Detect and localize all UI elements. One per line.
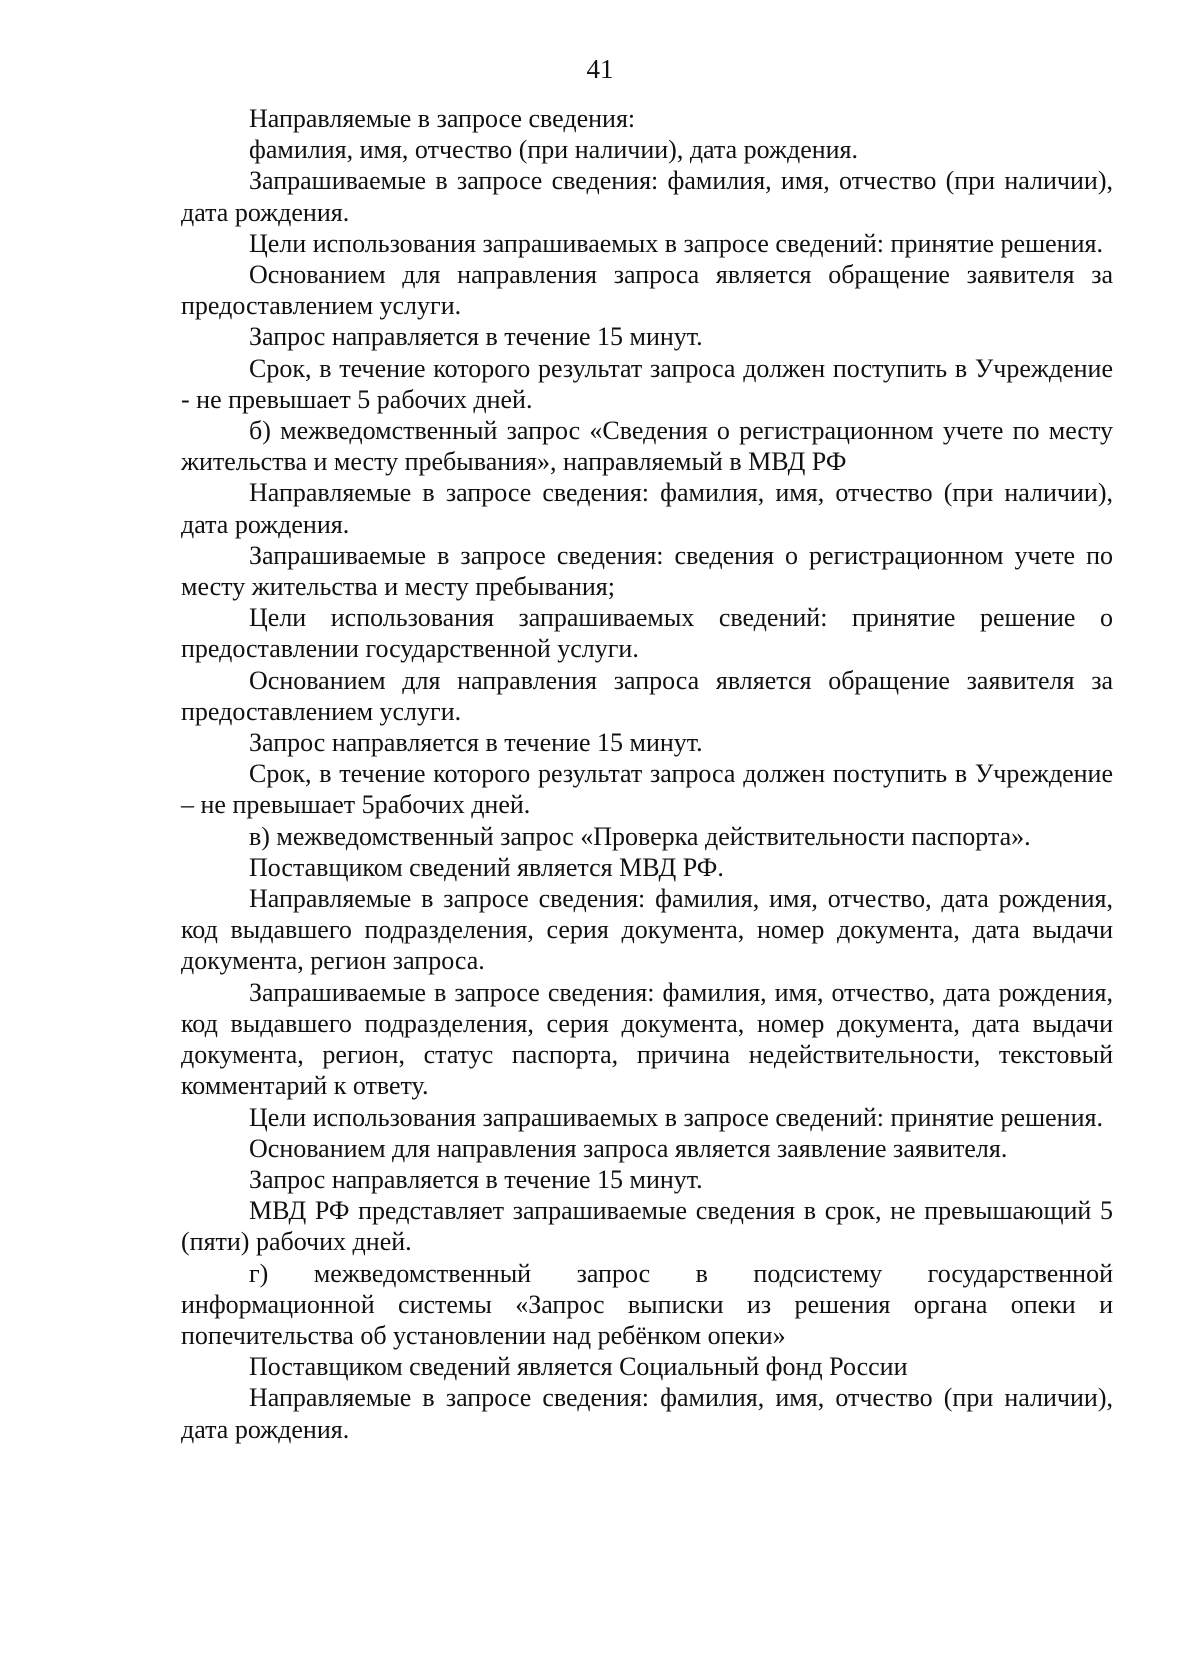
paragraph: Срок, в течение которого результат запроса должен поступить в Учреждение - не превышает 5 рабочих дней. [181,353,1113,414]
paragraph: Запрос направляется в течение 15 минут. [249,322,703,352]
paragraph: Цели использования запрашиваемых в запросе сведений: принятие решения. [249,1102,1103,1132]
document-body [181,103,1113,1445]
paragraph: Запрашиваемые в запросе сведения: фамилия, имя, отчество, дата рождения, код выдавшего подразделения, серия документа, номер документа, дата выдачи документа, регион, статус паспорта, причина недействительности, текстовый комментарий к ответу. [181,977,1113,1101]
paragraph: Поставщиком сведений является Социальный фонд России [249,1352,908,1382]
paragraph: Направляемые в запросе сведения: фамилия, имя, отчество (при наличии), дата рождения. [181,478,1113,539]
paragraph: в) межведомственный запрос «Проверка действительности паспорта». [249,821,1031,851]
paragraph: Запрашиваемые в запросе сведения: сведения о регистрационном учете по месту жительства и месту пребывания; [181,540,1113,602]
paragraph: б) межведомственный запрос «Сведения о регистрационном учете по месту жительства и месту пребывания», направляемый в МВД РФ [181,416,1113,477]
page-number: 41 [586,54,614,84]
paragraph: Основанием для направления запроса является обращение заявителя за предоставлением услуги. [181,260,1113,321]
paragraph: Запрос направляется в течение 15 минут. [249,1164,703,1194]
paragraph: Направляемые в запросе сведения: фамилия, имя, отчество, дата рождения, код выдавшего подразделения, серия документа, номер документа, дата выдачи документа, регион запроса. [181,884,1113,976]
paragraph: Основанием для направления запроса является заявление заявителя. [249,1133,1008,1163]
paragraph: Цели использования запрашиваемых в запросе сведений: принятие решения. [249,228,1103,258]
paragraph: Основанием для направления запроса является обращение заявителя за предоставлением услуги. [181,665,1113,726]
paragraph: фамилия, имя, отчество (при наличии), дата рождения. [249,135,859,165]
paragraph: МВД РФ представляет запрашиваемые сведения в срок, не превышающий 5 (пяти) рабочих дней. [181,1196,1113,1257]
paragraph: Направляемые в запросе сведения: [249,104,636,133]
paragraph: Цели использования запрашиваемых сведений: принятие решение о предоставлении государственной услуги. [181,603,1113,664]
paragraph: Запрос направляется в течение 15 минут. [249,728,703,758]
paragraph: Срок, в течение которого результат запроса должен поступить в Учреждение – не превышает 5рабочих дней. [181,759,1113,820]
paragraph: Поставщиком сведений является МВД РФ. [249,852,724,882]
paragraph: г) межведомственный запрос в подсистему государственной информационной системы «Запрос выписки из решения органа опеки и попечительства об установлении над ребёнком опеки» [181,1258,1113,1350]
paragraph: Запрашиваемые в запросе сведения: фамилия, имя, отчество (при наличии), дата рождения. [181,166,1113,227]
paragraph: Направляемые в запросе сведения: фамилия, имя, отчество (при наличии), дата рождения. [181,1383,1113,1444]
